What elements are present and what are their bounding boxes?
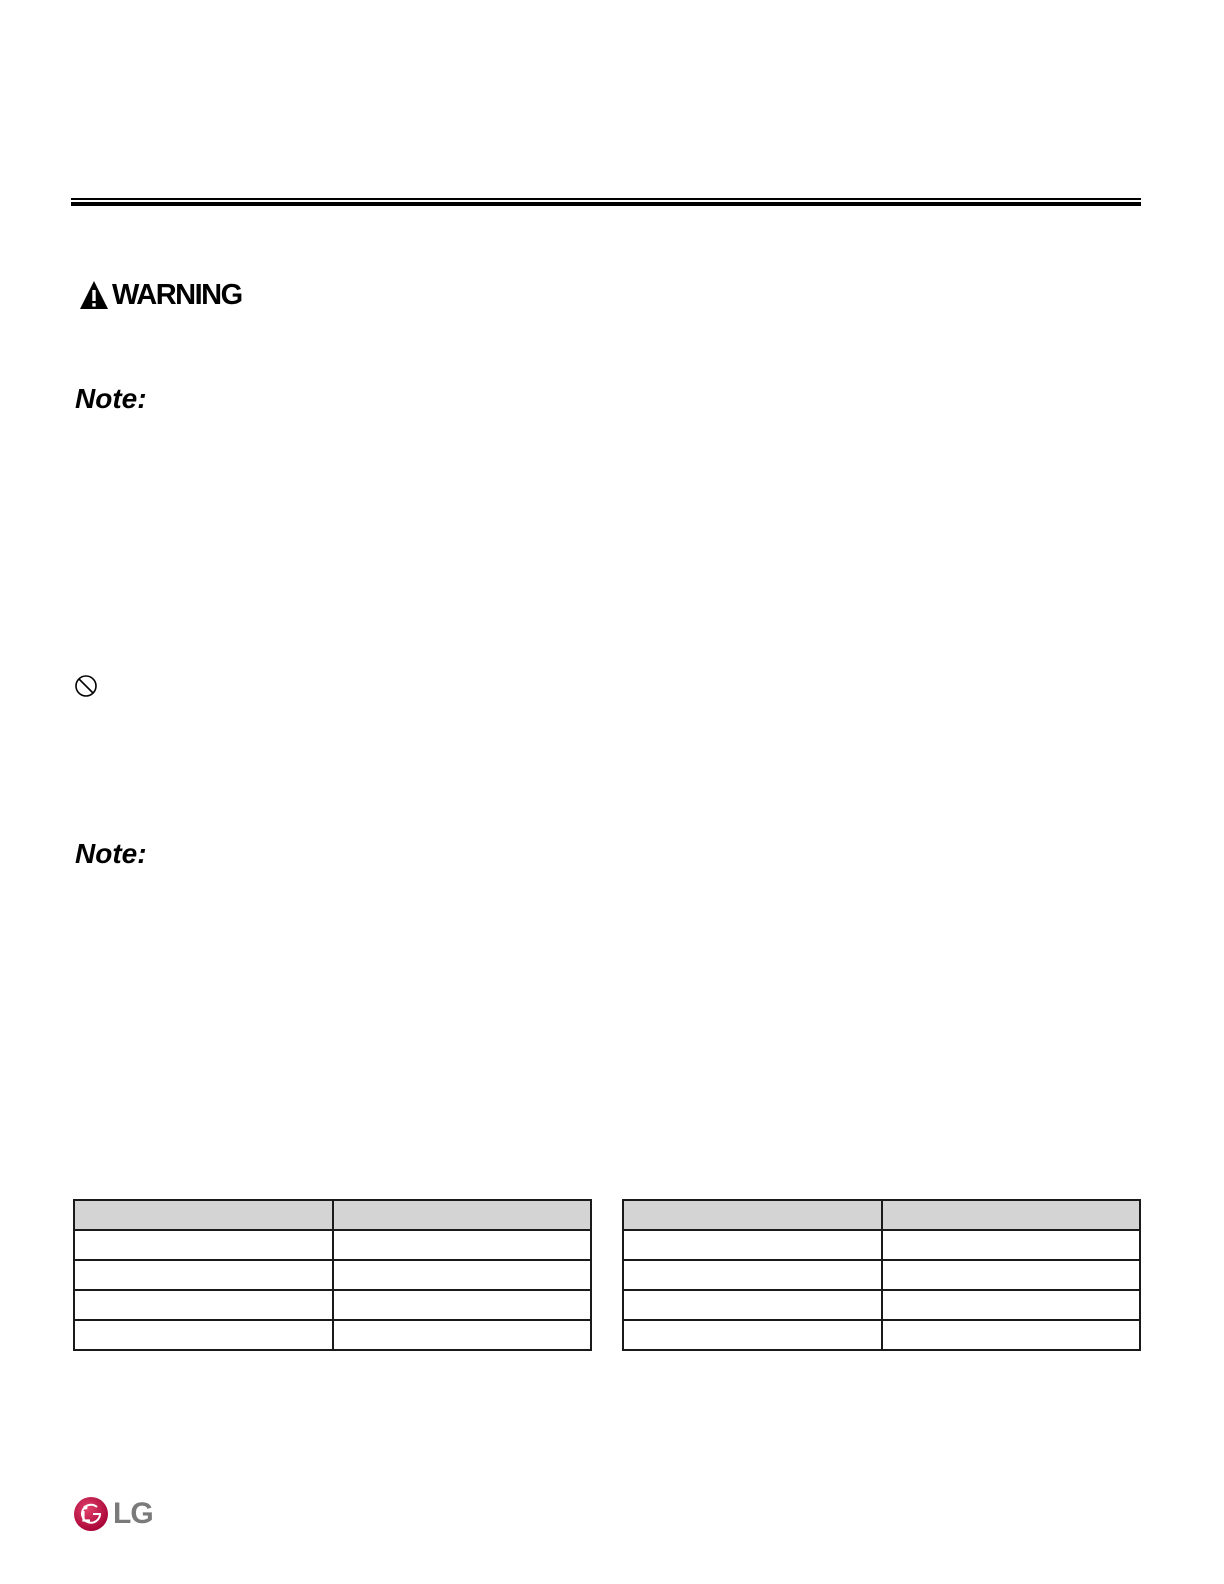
table-cell bbox=[74, 1320, 333, 1350]
prohibited-icon bbox=[74, 674, 98, 698]
table-row bbox=[623, 1260, 1140, 1290]
spec-table-right bbox=[622, 1199, 1141, 1351]
table-cell bbox=[623, 1260, 882, 1290]
table-cell bbox=[333, 1230, 592, 1260]
table-cell bbox=[333, 1260, 592, 1290]
table-header-row bbox=[623, 1200, 1140, 1230]
table-cell bbox=[74, 1260, 333, 1290]
table-header-cell bbox=[74, 1200, 333, 1230]
spec-table-left bbox=[73, 1199, 592, 1351]
note-label: Note: bbox=[75, 838, 147, 869]
table-cell bbox=[882, 1290, 1141, 1320]
warning-label: WARNING bbox=[112, 279, 242, 311]
lg-logo bbox=[73, 1496, 153, 1532]
table-header-cell bbox=[882, 1200, 1141, 1230]
lg-logo-emblem-icon bbox=[73, 1496, 109, 1532]
table-row bbox=[623, 1320, 1140, 1350]
table-cell bbox=[882, 1260, 1141, 1290]
table-cell bbox=[882, 1320, 1141, 1350]
header-rule-thin bbox=[71, 198, 1141, 200]
table-header-cell bbox=[623, 1200, 882, 1230]
table-header-row bbox=[74, 1200, 591, 1230]
table-cell bbox=[882, 1230, 1141, 1260]
header-rule-thick bbox=[71, 202, 1141, 206]
table-cell bbox=[74, 1230, 333, 1260]
lg-logo-text: LG bbox=[113, 1497, 153, 1530]
table-row bbox=[623, 1230, 1140, 1260]
warning-heading bbox=[79, 278, 242, 312]
table-cell bbox=[623, 1290, 882, 1320]
table-cell bbox=[623, 1320, 882, 1350]
table-row bbox=[623, 1290, 1140, 1320]
table-row bbox=[74, 1230, 591, 1260]
table-cell bbox=[623, 1230, 882, 1260]
warning-triangle-icon bbox=[79, 280, 109, 310]
table-cell bbox=[74, 1290, 333, 1320]
table-cell bbox=[333, 1290, 592, 1320]
table-row bbox=[74, 1260, 591, 1290]
note-label: Note: bbox=[75, 383, 147, 414]
table-header-cell bbox=[333, 1200, 592, 1230]
table-row bbox=[74, 1320, 591, 1350]
table-cell bbox=[333, 1320, 592, 1350]
table-row bbox=[74, 1290, 591, 1320]
